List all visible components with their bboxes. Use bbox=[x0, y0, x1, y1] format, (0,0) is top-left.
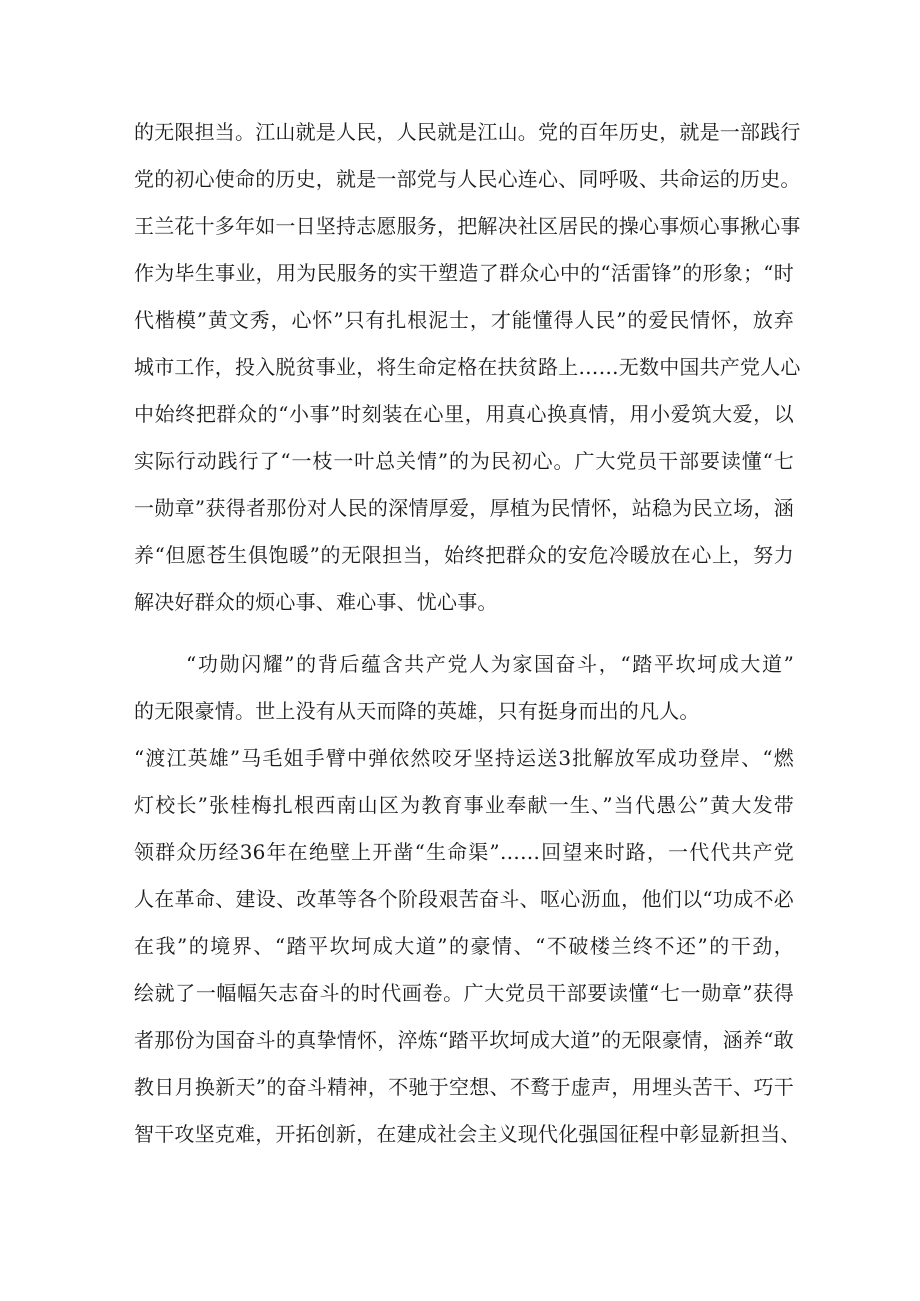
text-line: 王兰花十多年如一日坚持志愿服务，把解决社区居民的操心事烦心事揪心事 bbox=[134, 214, 801, 238]
text-line: 实际行动践行了“一枝一叶总关情”的为民初心。广大党员干部要读懂“七 bbox=[134, 449, 794, 473]
text-line: 绘就了一幅幅矢志奋斗的时代画卷。广大党员干部要读懂“七一勋章”获得 bbox=[134, 981, 794, 1005]
text-line: 在我”的境界、“踏平坎坷成大道”的豪情、“不破楼兰终不还”的干劲， bbox=[134, 934, 794, 958]
text-line: 领群众历经36年在绝壁上开凿“生命渠”……回望来时路，一代代共产党 bbox=[134, 840, 794, 864]
text-line: 的无限豪情。世上没有从天而降的英雄，只有挺身而出的凡人。 bbox=[134, 699, 700, 723]
text-line: 养“但愿苍生俱饱暖”的无限担当，始终把群众的安危冷暖放在心上，努力 bbox=[134, 543, 794, 567]
text-line: 代楷模”黄文秀，心怀”只有扎根泥士，才能懂得人民”的爱民情怀，放弃 bbox=[134, 308, 794, 332]
text-line: 教日月换新天”的奋斗精神，不驰于空想、不鹜于虚声，用埋头苦干、巧干 bbox=[134, 1075, 794, 1099]
text-line: 者那份为国奋斗的真挚情怀，淬炼“踏平坎坷成大道”的无限豪情，涵养“敢 bbox=[134, 1028, 794, 1052]
text-line: 智干攻坚克难，开拓创新，在建成社会主义现代化强国征程中彰显新担当、 bbox=[134, 1122, 801, 1146]
text-line: 的无限担当。江山就是人民，人民就是江山。党的百年历史，就是一部践行 bbox=[134, 120, 801, 144]
text-line: 人在革命、建设、改革等各个阶段艰苦奋斗、呕心沥血，他们以“功成不必 bbox=[134, 887, 794, 911]
text-line: 城市工作，投入脱贫事业，将生命定格在扶贫路上……无数中国共产党人心 bbox=[134, 355, 801, 379]
text-line: 中始终把群众的“小事”时刻装在心里，用真心换真情，用小爱筑大爱，以 bbox=[134, 402, 794, 426]
text-line: “功勋闪耀”的背后蕴含共产党人为家国奋斗，“踏平坎坷成大道” bbox=[186, 652, 794, 676]
text-line: 一勋章”获得者那份对人民的深情厚爱，厚植为民情怀，站稳为民立场，涵 bbox=[134, 496, 794, 520]
text-line: 作为毕生事业，用为民服务的实干塑造了群众心中的“活雷锋”的形象；“时 bbox=[134, 261, 794, 285]
text-line: 党的初心使命的历史，就是一部党与人民心连心、同呼吸、共命运的历史。 bbox=[134, 167, 801, 191]
text-line: “渡江英雄”马毛姐手臂中弹依然咬牙坚持运送3批解放军成功登岸、“燃 bbox=[134, 746, 794, 770]
text-line: 解决好群众的烦心事、难心事、忧心事。 bbox=[134, 590, 498, 614]
text-line: 灯校长”张桂梅扎根西南山区为教育事业奉献一生、”当代愚公”黄大发带 bbox=[134, 793, 794, 817]
